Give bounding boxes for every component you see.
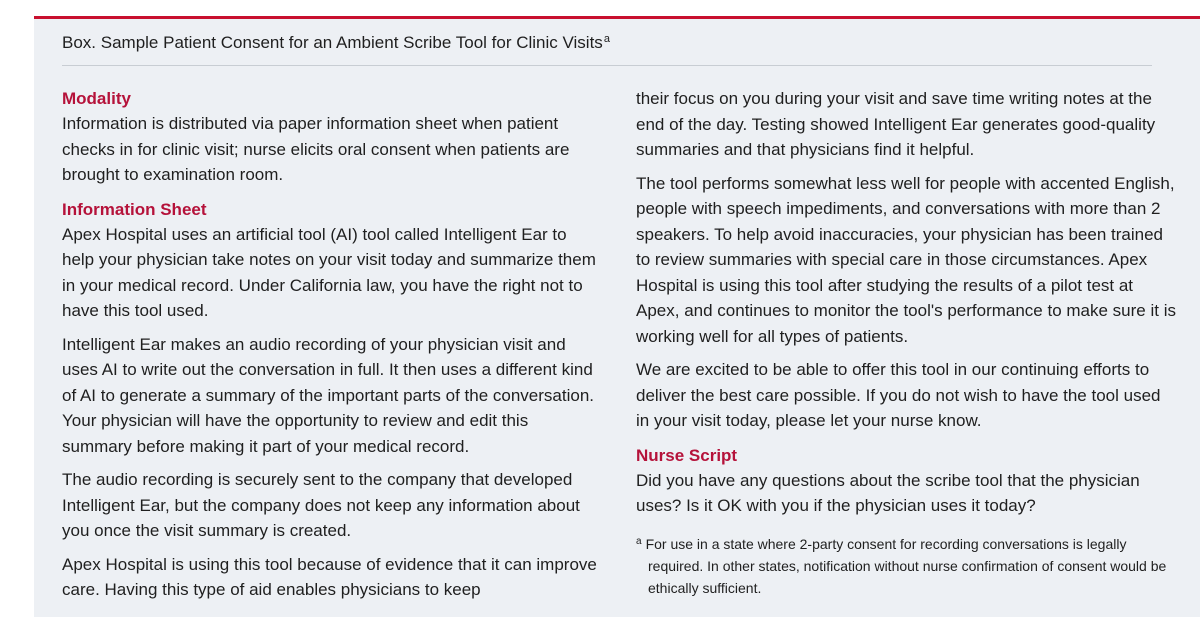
footnote-marker: a xyxy=(636,535,642,547)
info-paragraph-7: We are excited to be able to offer this tool in our continuing efforts to deliver the best care possible. If you do not wish to have the tool used in your visit today, please let your nurse know. xyxy=(636,360,1161,430)
nurse-script-text: Did you have any questions about the scribe tool that the physician uses? Is it OK with you if the physician uses it today? xyxy=(636,470,1140,515)
info-paragraph-3: The audio recording is securely sent to the company that developed Intelligent Ear, but the company does not keep any information about you once the visit summary is created. xyxy=(62,470,580,540)
modality-heading: Modality xyxy=(62,89,131,108)
modality-text: Information is distributed via paper information sheet when patient checks in for clinic visit; nurse elicits oral consent when patients are brought to examination room. xyxy=(62,114,570,184)
left-column xyxy=(62,89,602,603)
info-paragraph-1: Apex Hospital uses an artificial tool (AI) tool called Intelligent Ear to help your physician take notes on your visit today and summarize them in your medical record. Under California law, you have the right not to have this tool used. xyxy=(62,224,596,320)
footnote xyxy=(636,531,1176,599)
consent-box xyxy=(34,19,1200,617)
info-sheet-heading: Information Sheet xyxy=(62,199,207,219)
box-title-text: Box. Sample Patient Consent for an Ambient Scribe Tool for Clinic Visits xyxy=(62,33,603,52)
info-paragraph-2: Intelligent Ear makes an audio recording of your physician visit and uses AI to write out the conversation in full. It then uses a different kind of AI to generate a summary of the important parts of the conversation. Your physician will have the opportunity to review and edit this summary before making it part of your medical record. xyxy=(62,334,595,456)
info-paragraph-5: their focus on you during your visit and save time writing notes at the end of the day. Testing showed Intelligent Ear generates good-quality summaries and that physicians find it helpful. xyxy=(636,89,1156,159)
right-column xyxy=(636,86,1176,599)
box-title xyxy=(62,33,610,53)
info-paragraph-4: Apex Hospital is using this tool because of evidence that it can improve care. Having this type of aid enables physicians to keep xyxy=(62,554,597,599)
nurse-script-heading: Nurse Script xyxy=(636,445,738,465)
footnote-text: For use in a state where 2-party consent for recording conversations is legally required. In other states, notification without nurse confirmation of consent would be ethically sufficient. xyxy=(645,535,1167,596)
title-footnote-marker: a xyxy=(603,33,610,45)
title-divider xyxy=(62,65,1152,66)
info-paragraph-6: The tool performs somewhat less well for people with accented English, people with speech impediments, and conversations with more than 2 speakers. To help avoid inaccuracies, your physician has been trained to review summaries with special care in those circumstances. Apex Hospital is using this tool after studying the results of a pilot test at Apex, and continues to monitor the tool's performance to make sure it is working well for all types of patients. xyxy=(636,173,1176,346)
